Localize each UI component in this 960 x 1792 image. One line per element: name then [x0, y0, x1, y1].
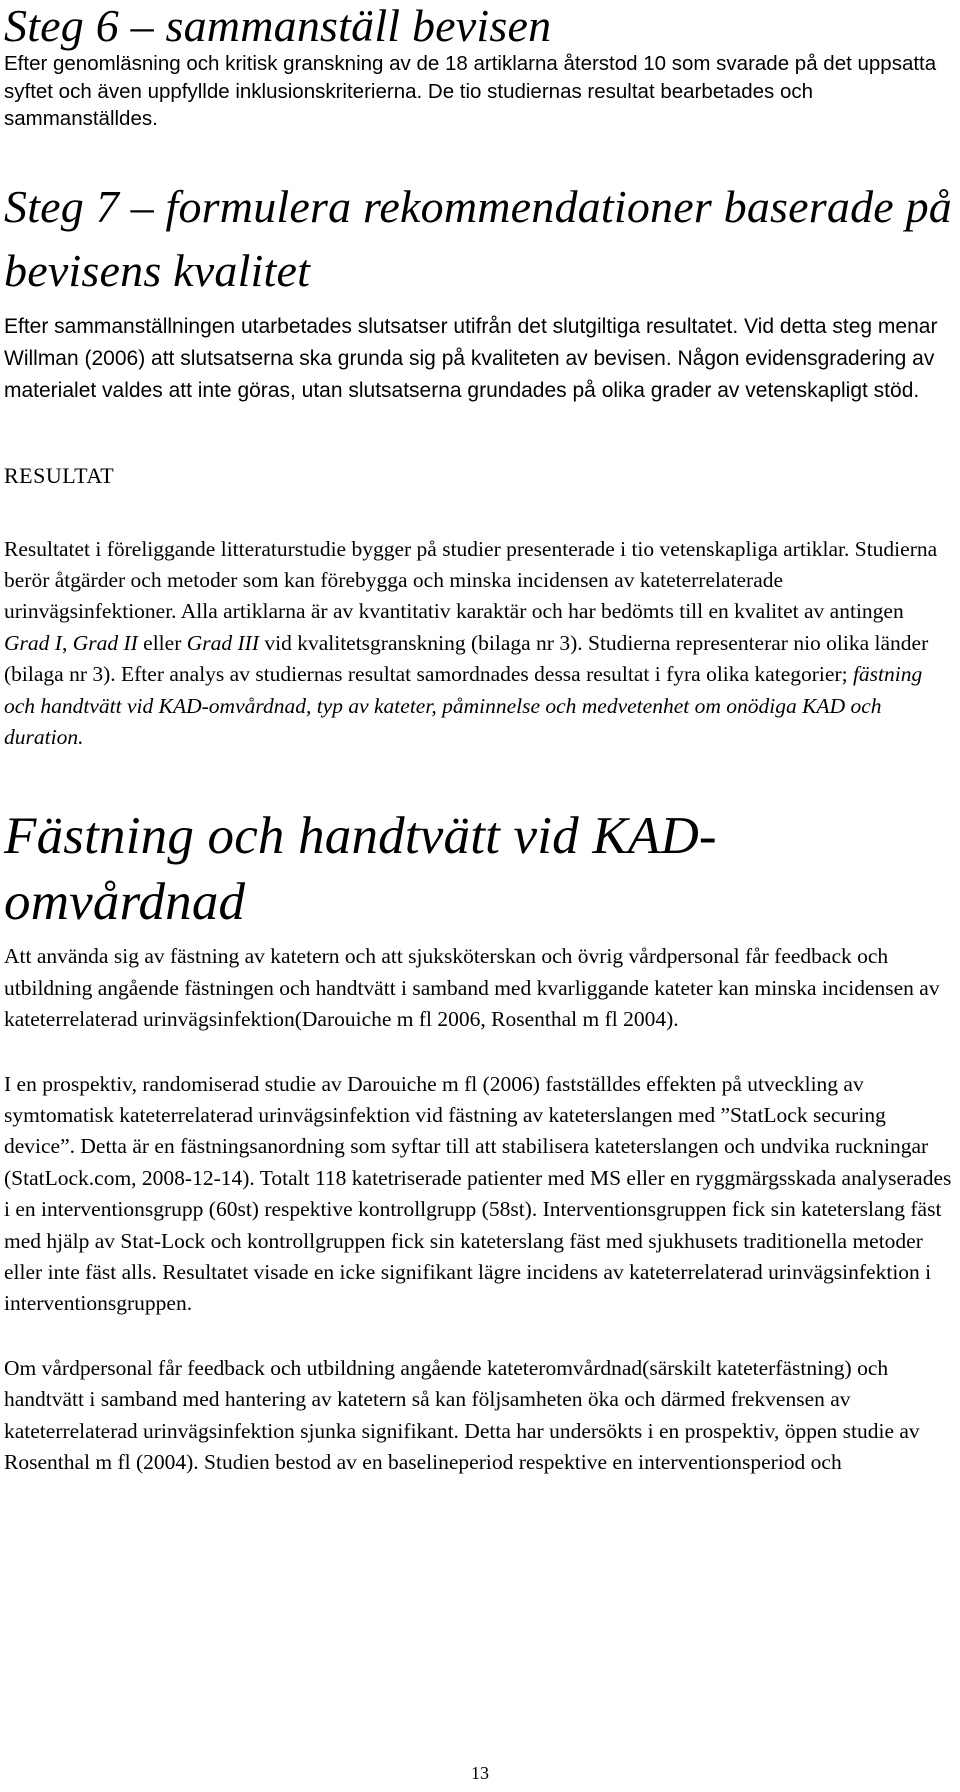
step7-heading: Steg 7 – formulera rekommendationer baserade på bevisens kvalitet [4, 180, 952, 296]
grade-2-term: Grad II [72, 630, 138, 655]
resultat-section-label: RESULTAT [4, 462, 115, 488]
resultat-paragraph [4, 534, 954, 754]
resultat-categories: fästning och handtvätt vid KAD-omvårdnad, typ av kateter, påminnelse och medvetenhet om onödiga KAD och duration. [4, 662, 923, 749]
step6-heading: Steg 6 – sammanställ bevisen [4, 0, 552, 51]
resultat-text-1: Resultatet i föreliggande litteraturstudie bygger på studier presenterade i tio vetenskapliga artiklar. Studierna berör åtgärder och metoder som kan förebygga och minska incidensen av kateterrelaterade urinvägsinfektioner. Alla artiklarna är av kvantitativ karaktär och har bedömts till en kvalitet av antingen [4, 536, 938, 624]
fastning-paragraph-2: I en prospektiv, randomiserad studie av Darouiche m fl (2006) fastställdes effekten på utveckling av symtomatisk kateterrelaterad urinvägsinfektion vid fästning av kateterslangen med ”StatLock securing device”. Detta är en fästningsanordning som syftar till att stabilisera kateterslangen och undvika ruckningar (StatLock.com, 2008-12-14). Totalt 118 katetriserade patienter med MS eller en ryggmärgsskada analyserades i en interventionsgrupp (60st) respektive kontrollgrupp (58st). Interventionsgruppen fick sin kateterslang fäst med hjälp av Stat-Lock och kontrollgruppen fick sin kateterslang fäst med sjukhusets traditionella metoder eller inte fäst alls. Resultatet visade en icke signifikant lägre incidens av kateterrelaterad urinvägsinfektion i interventionsgruppen. [4, 1071, 952, 1316]
step7-paragraph: Efter sammanställningen utarbetades slutsatser utifrån det slutgiltiga resultatet. Vid detta steg menar Willman (2006) att slutsatserna ska grunda sig på kvaliteten av bevisen. Någon evidensgradering av materialet valdes att inte göras, utan slutsatserna grundades på olika grader av vetenskapligt stöd. [4, 314, 938, 402]
grade-1-term: Grad I [4, 630, 62, 655]
document-page [4, 0, 954, 1478]
page-number: 13 [471, 1763, 489, 1783]
fastning-heading: Fästning och handtvätt vid KAD-omvårdnad [4, 807, 717, 932]
grade-3-term: Grad III [186, 630, 259, 655]
step6-paragraph: Efter genomläsning och kritisk granskning av de 18 artiklarna återstod 10 som svarade på det uppsatta syftet och även uppfyllde inklusionskriterierna. De tio studiernas resultat bearbetades och sammanställdes. [4, 52, 937, 130]
resultat-separator-2: eller [137, 630, 187, 655]
resultat-separator-1: , [61, 630, 73, 655]
fastning-paragraph-1: Att använda sig av fästning av katetern och att sjuksköterskan och övrig vårdpersonal får feedback och utbildning angående fästningen och handtvätt i samband med kvarliggande kateter kan minska incidensen av kateterrelaterad urinvägsinfektion(Darouiche m fl 2006, Rosenthal m fl 2004). [4, 944, 940, 1032]
fastning-paragraph-3: Om vårdpersonal får feedback och utbildning angående kateteromvårdnad(särskilt kateterfästning) och handtvätt i samband med hantering av katetern så kan följsamheten öka och därmed frekvensen av kateterrelaterad urinvägsinfektion sjunka signifikant. Detta har undersökts i en prospektiv, öppen studie av Rosenthal m fl (2004). Studien bestod av en baselineperiod respektive en interventionsperiod och [4, 1355, 920, 1475]
resultat-text-2: vid kvalitetsgranskning (bilaga nr 3). Studierna representerar nio olika länder (bilaga nr 3). Efter analys av studiernas resultat samordnades dessa resultat i fyra olika kategorier; [4, 630, 929, 687]
